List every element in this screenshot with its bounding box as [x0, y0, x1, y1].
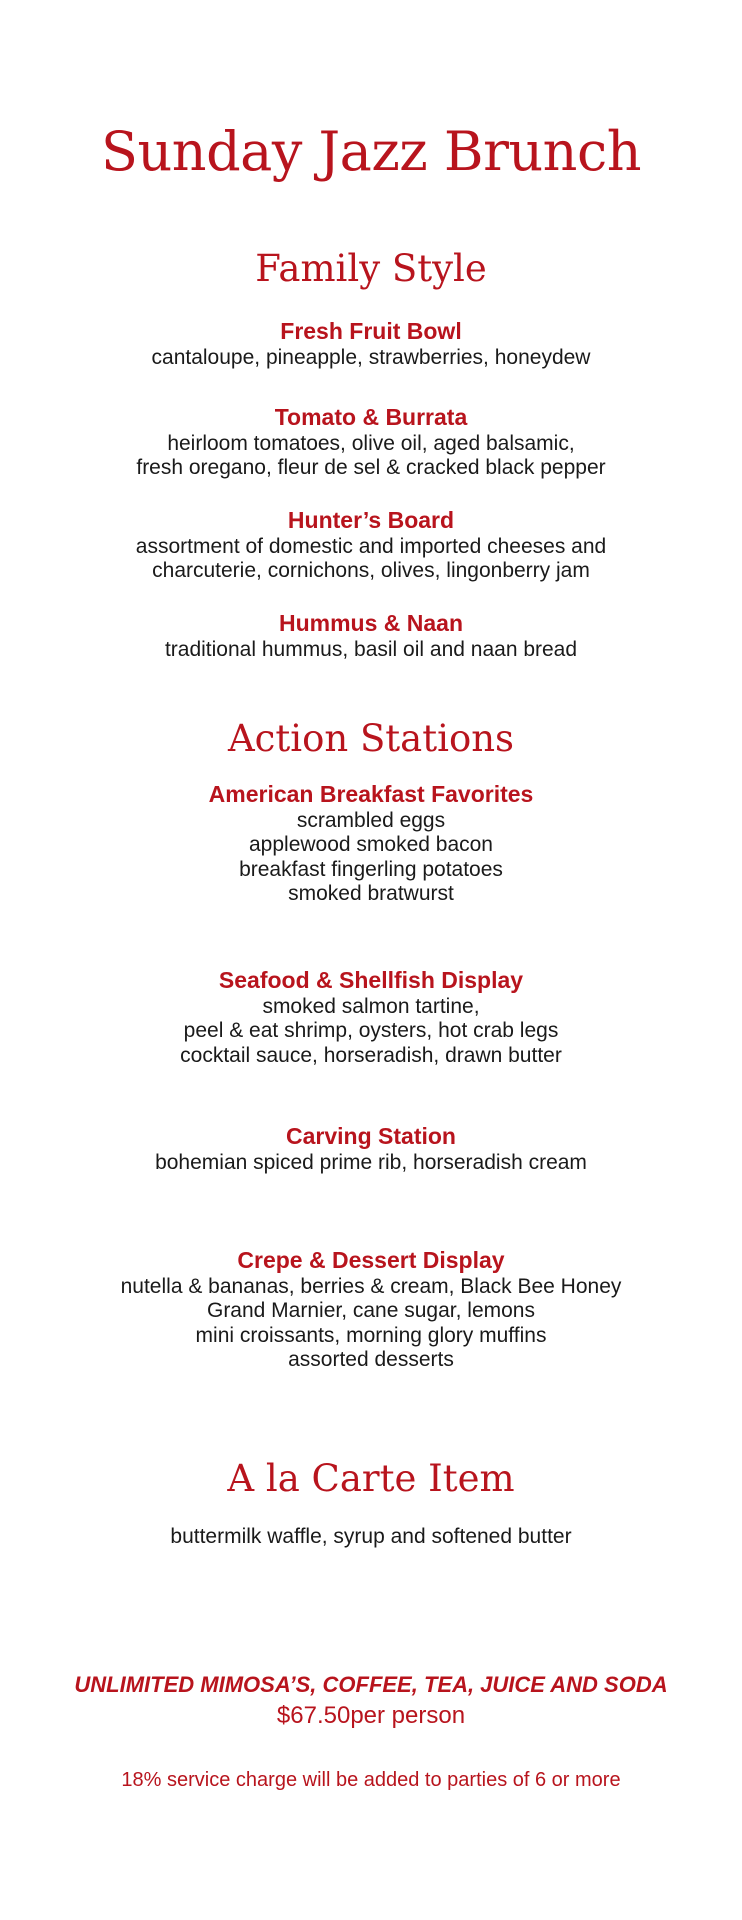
menu-item-description	[0, 1525, 742, 1550]
service-charge-note: 18% service charge will be added to parties of 6 or more	[121, 1769, 621, 1791]
unlimited-drinks-banner: UNLIMITED MIMOSA’S, COFFEE, TEA, JUICE AND SODA	[74, 1672, 668, 1697]
description-line: assortment of domestic and imported cheeses and	[135, 534, 607, 558]
description-line: bohemian spiced prime rib, horseradish cream	[155, 1150, 587, 1174]
menu-item-name: Fresh Fruit Bowl	[280, 318, 462, 344]
menu-item-name: Hummus & Naan	[278, 610, 464, 636]
menu-item	[0, 404, 742, 481]
description-line: nutella & bananas, berries & cream, Black Bee Honey	[120, 1274, 622, 1298]
description-line: Grand Marnier, cane sugar, lemons	[206, 1299, 535, 1323]
description-line: smoked bratwurst	[288, 882, 454, 906]
description-line: applewood smoked bacon	[248, 833, 493, 857]
description-line: cocktail sauce, horseradish, drawn butter	[180, 1043, 562, 1067]
description-line: traditional hummus, basil oil and naan bread	[164, 637, 578, 661]
menu-item-name: Crepe & Dessert Display	[237, 1247, 505, 1273]
menu-item	[0, 1247, 742, 1373]
description-line: scrambled eggs	[296, 808, 446, 832]
description-line: breakfast fingerling potatoes	[239, 857, 503, 881]
section-heading-family-style: Family Style	[255, 247, 487, 290]
menu-item-name: Carving Station	[286, 1123, 456, 1149]
menu-item-name: Seafood & Shellfish Display	[218, 967, 524, 993]
menu-item-name: Tomato & Burrata	[274, 404, 468, 430]
section-heading-a-la-carte: A la Carte Item	[227, 1457, 515, 1500]
section-heading-action-stations: Action Stations	[227, 717, 515, 760]
menu-item-description	[0, 1151, 742, 1176]
description-line: assorted desserts	[288, 1348, 454, 1372]
menu-item	[0, 781, 742, 907]
menu-item	[0, 507, 742, 584]
menu-item-description	[0, 432, 742, 481]
price-per-person: $67.50per person	[276, 1702, 466, 1729]
description-line: cantaloupe, pineapple, strawberries, honeydew	[151, 345, 591, 369]
description-line: peel & eat shrimp, oysters, hot crab legs	[183, 1019, 559, 1043]
description-line: charcuterie, cornichons, olives, lingonberry jam	[152, 559, 590, 583]
menu-item-description	[0, 638, 742, 663]
menu-item	[0, 318, 742, 370]
menu-item	[0, 1123, 742, 1175]
menu-title: Sunday Jazz Brunch	[101, 120, 641, 183]
description-line: heirloom tomatoes, olive oil, aged balsamic,	[167, 431, 575, 455]
menu-item-description	[0, 1275, 742, 1373]
menu-item-name: Hunter’s Board	[287, 507, 455, 533]
menu-item	[0, 967, 742, 1068]
menu-item-description	[0, 346, 742, 371]
description-line: smoked salmon tartine,	[262, 994, 480, 1018]
menu-item-name: American Breakfast Favorites	[208, 781, 534, 807]
description-line: buttermilk waffle, syrup and softened butter	[170, 1525, 572, 1548]
menu-item-description	[0, 995, 742, 1069]
menu-item	[0, 610, 742, 662]
description-line: mini croissants, morning glory muffins	[195, 1323, 547, 1347]
menu-item-description	[0, 535, 742, 584]
menu-item-description	[0, 809, 742, 907]
description-line: fresh oregano, fleur de sel & cracked black pepper	[136, 456, 606, 480]
